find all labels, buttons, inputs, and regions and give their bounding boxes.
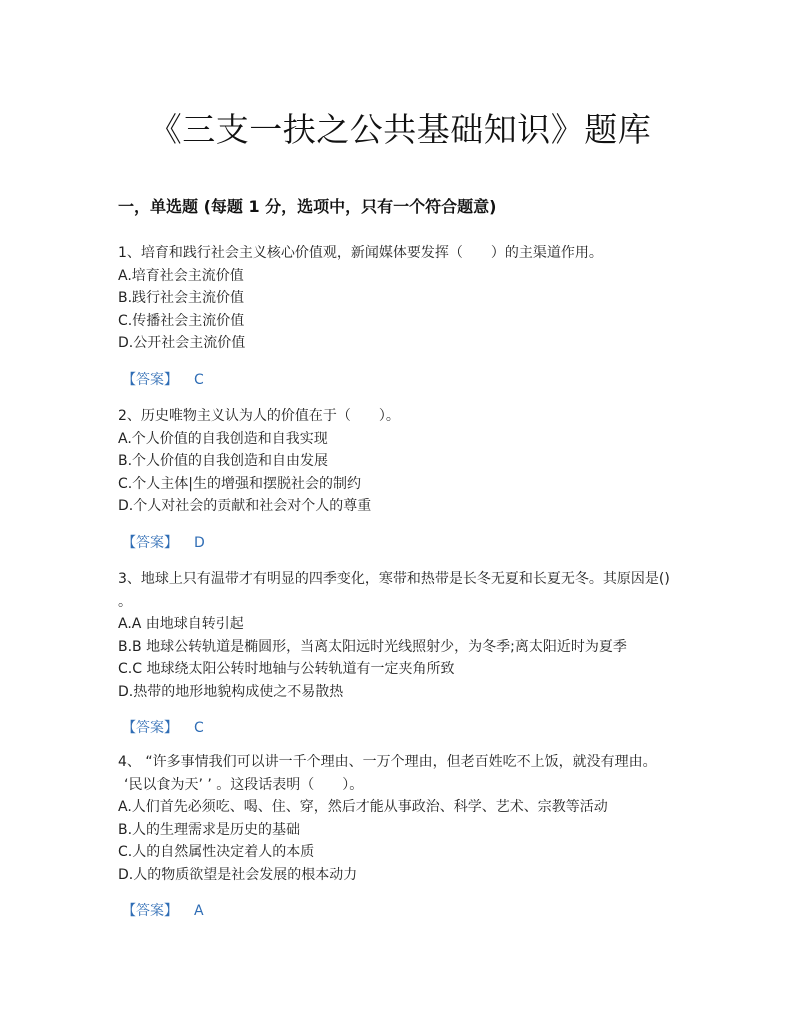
question-stem-continuation: 。 bbox=[118, 593, 132, 610]
option-d: D.人的物质欲望是社会发展的根本动力 bbox=[118, 866, 358, 883]
question-stem: 2、历史唯物主义认为人的价值在于（ ）。 bbox=[118, 408, 400, 424]
answer-label: 【答案】 bbox=[122, 903, 178, 919]
question-4 bbox=[118, 751, 698, 922]
question-stem-continuation: ‘民以食为天’ ’ 。这段话表明（ ）。 bbox=[124, 776, 364, 793]
answer-label: 【答案】 bbox=[122, 371, 178, 388]
answer-row bbox=[118, 900, 698, 922]
answer-value: D bbox=[194, 534, 205, 551]
question-1 bbox=[118, 242, 698, 391]
option-a: A.个人价值的自我创造和自我实现 bbox=[118, 430, 328, 447]
option-d: D.公开社会主流价值 bbox=[118, 335, 246, 351]
answer-value: C bbox=[194, 720, 204, 736]
section-heading: 一，单选题 (每题 1 分，选项中，只有一个符合题意) bbox=[118, 197, 497, 216]
question-stem: 3、地球上只有温带才有明显的四季变化，寒带和热带是长冬无夏和长夏无冬。其原因是() bbox=[118, 571, 670, 587]
answer-label: 【答案】 bbox=[122, 534, 178, 551]
question-3 bbox=[118, 568, 698, 739]
option-c: C.C 地球绕太阳公转时地轴与公转轨道有一定夹角所致 bbox=[118, 661, 455, 677]
option-d: D.个人对社会的贡献和社会对个人的尊重 bbox=[118, 498, 372, 514]
option-b: B.人的生理需求是历史的基础 bbox=[118, 821, 301, 838]
answer-row bbox=[118, 532, 698, 554]
option-a: A.培育社会主流价值 bbox=[118, 267, 244, 284]
option-b: B.践行社会主流价值 bbox=[118, 290, 245, 306]
option-a: A.A 由地球自转引起 bbox=[118, 616, 244, 632]
answer-row bbox=[118, 369, 698, 391]
option-c: C.个人主体|生的增强和摆脱社会的制约 bbox=[118, 475, 361, 492]
answer-value: A bbox=[194, 903, 204, 919]
question-stem: 4、 “许多事情我们可以讲一千个理由、一万个理由，但老百姓吃不上饭，就没有理由。 bbox=[118, 754, 657, 770]
option-c: C.传播社会主流价值 bbox=[118, 312, 245, 329]
question-2 bbox=[118, 405, 698, 554]
option-a: A.人们首先必须吃、喝、住、穿，然后才能从事政治、科学、艺术、宗教等活动 bbox=[118, 799, 608, 815]
option-c: C.人的自然属性决定着人的本质 bbox=[118, 844, 315, 860]
answer-row bbox=[118, 717, 698, 739]
option-d: D.热带的地形地貌构成使之不易散热 bbox=[118, 683, 344, 700]
answer-value: C bbox=[194, 371, 204, 388]
document-title: 《三支一扶之公共基础知识》题库 bbox=[148, 110, 652, 149]
answer-label: 【答案】 bbox=[122, 720, 178, 736]
option-b: B.个人价值的自我创造和自由发展 bbox=[118, 453, 329, 469]
option-b: B.B 地球公转轨道是椭圆形，当离太阳远时光线照射少，为冬季;离太阳近时为夏季 bbox=[118, 638, 627, 655]
question-stem: 1、培育和践行社会主义核心价值观，新闻媒体要发挥（ ）的主渠道作用。 bbox=[118, 245, 603, 261]
